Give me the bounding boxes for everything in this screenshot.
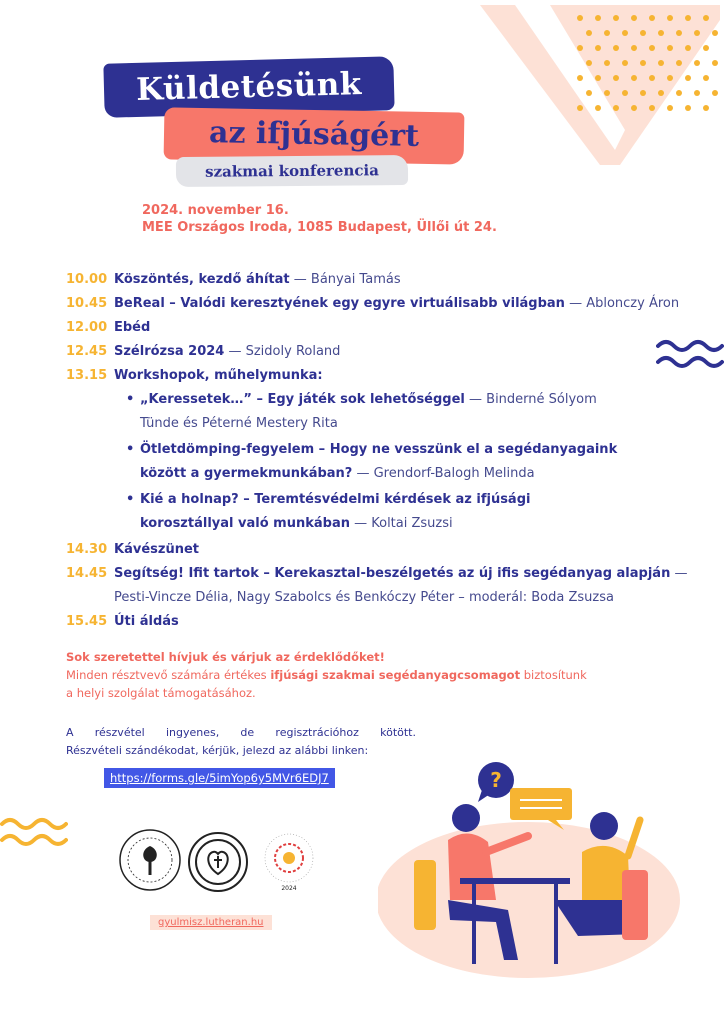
decor-dot — [649, 75, 655, 81]
youth-year-logo-icon — [254, 826, 324, 896]
program-title: Szélrózsa 2024 — [114, 344, 225, 359]
decor-dot — [703, 45, 709, 51]
wave-decoration-left — [0, 814, 68, 854]
decor-dot — [631, 105, 637, 111]
decor-dot — [631, 75, 637, 81]
program-item — [66, 316, 666, 340]
decor-dot — [577, 45, 583, 51]
program-item — [66, 364, 666, 388]
event-date: 2024. november 16. — [142, 203, 289, 218]
decor-dot — [622, 90, 628, 96]
program-speaker: — Bányai Tamás — [289, 272, 401, 287]
program-title: BeReal – Valódi keresztyének egy egyre virtuálisabb világban — [114, 296, 565, 311]
program-item — [66, 562, 688, 586]
decor-dot — [577, 15, 583, 21]
program-title: Köszöntés, kezdő áhítat — [114, 272, 290, 287]
decor-dot — [667, 15, 673, 21]
church-logo-tree-icon — [118, 828, 182, 892]
decor-dot — [631, 45, 637, 51]
decor-dot — [685, 105, 691, 111]
program-item — [66, 538, 666, 562]
program-time: 12.00 — [66, 320, 108, 335]
decor-dot — [667, 75, 673, 81]
invite-line-b: biztosítunk — [520, 668, 587, 682]
decor-dot — [640, 30, 646, 36]
program-time: 12.45 — [66, 344, 108, 359]
program-time: 10.00 — [66, 272, 108, 287]
program-title: Ebéd — [114, 320, 151, 335]
program-list — [66, 268, 688, 634]
program-item — [66, 610, 666, 634]
decor-dot — [667, 105, 673, 111]
decor-dot — [613, 75, 619, 81]
program-speaker: — — [670, 566, 688, 581]
decor-dot — [712, 30, 718, 36]
decor-dot — [667, 45, 673, 51]
program-speaker: — Szidoly Roland — [224, 344, 341, 359]
website-link[interactable]: gyulmisz.lutheran.hu — [150, 915, 272, 930]
program-time: 10.45 — [66, 296, 108, 311]
workshop-speaker: — Grendorf-Balogh Melinda — [352, 466, 535, 481]
decor-dot — [685, 15, 691, 21]
workshop-speaker: — Koltai Zsuzsi — [349, 516, 453, 531]
decor-dot — [676, 90, 682, 96]
invite-heading: Sok szeretettel hívjuk és várjuk az érdeklődőket! — [66, 650, 385, 664]
program-item — [66, 340, 666, 364]
decor-dot — [640, 60, 646, 66]
decor-dot — [595, 15, 601, 21]
decor-dot — [586, 30, 592, 36]
program-title: Segítség! Ifit tartok – Kerekasztal-beszélgetés az új ifis segédanyag alapján — [114, 566, 671, 581]
program-time: 14.30 — [66, 542, 108, 557]
decor-dot — [658, 30, 664, 36]
decor-dot — [640, 90, 646, 96]
decor-dot — [595, 75, 601, 81]
meeting-illustration — [378, 760, 688, 980]
workshop-title: Kié a holnap? – Teremtésvédelmi kérdések az ifjúsági korosztállyal való munkában — [140, 492, 531, 531]
logo-year: 2024 — [281, 885, 297, 892]
invite-line-a: Minden résztvevő számára értékes — [66, 668, 271, 682]
decor-dot — [613, 45, 619, 51]
program-time: 14.45 — [66, 566, 108, 581]
decor-dot — [631, 15, 637, 21]
program-title: Kávészünet — [114, 542, 199, 557]
decor-dot — [604, 60, 610, 66]
luther-rose-logo-icon — [186, 830, 250, 894]
workshop-list — [126, 388, 666, 536]
decor-dot — [586, 90, 592, 96]
registration-line2: Részvételi szándékodat, kérjük, jelezd az alábbi linken: — [66, 744, 369, 757]
decor-dot — [694, 90, 700, 96]
workshop-item — [126, 438, 626, 486]
decorative-dots-graphic — [470, 0, 724, 170]
roundtable-participants: Pesti-Vincze Délia, Nagy Szabolcs és Benkóczy Péter – moderál: Boda Zsuzsa — [114, 590, 614, 605]
title-line1: Küldetésünk — [135, 66, 363, 108]
decor-dot — [604, 90, 610, 96]
decor-dot — [694, 60, 700, 66]
invite-bold: ifjúsági szakmai segédanyagcsomagot — [270, 668, 521, 682]
decor-dot — [649, 15, 655, 21]
decor-dot — [712, 60, 718, 66]
event-info — [142, 202, 497, 236]
decor-dot — [622, 60, 628, 66]
decor-dot — [649, 45, 655, 51]
decor-dot — [676, 30, 682, 36]
decor-dot — [694, 30, 700, 36]
decor-dot — [685, 75, 691, 81]
decor-dot — [658, 90, 664, 96]
invite-text — [66, 648, 626, 702]
workshop-title: Ötletdömping-fegyelem – Hogy ne vesszünk el a segédanyagaink között a gyermekmunkában? — [140, 442, 618, 481]
wave-decoration-right — [656, 336, 724, 376]
svg-text:?: ? — [490, 768, 502, 792]
decor-dot — [703, 105, 709, 111]
workshop-speaker: — Binderné Sólyom Tünde és Péterné Mestery Rita — [140, 392, 597, 431]
decor-dot — [658, 60, 664, 66]
registration-link[interactable]: https://forms.gle/5imYop6y5MVr6EDJ7 — [104, 768, 335, 788]
subtitle-banner — [176, 155, 408, 187]
decor-dot — [685, 45, 691, 51]
workshop-item — [126, 388, 626, 436]
decor-dot — [613, 105, 619, 111]
decor-dot — [577, 75, 583, 81]
decor-dot — [676, 60, 682, 66]
decor-dot — [604, 30, 610, 36]
title-line2: az ifjúságért — [208, 115, 420, 154]
program-time: 15.45 — [66, 614, 108, 629]
program-item — [66, 292, 680, 316]
invite-line-c: a helyi szolgálat támogatásához. — [66, 686, 256, 700]
program-time: 13.15 — [66, 368, 108, 383]
event-place: MEE Országos Iroda, 1085 Budapest, Üllői út 24. — [142, 220, 497, 235]
decor-dot — [595, 105, 601, 111]
title-line3: szakmai konferencia — [205, 161, 379, 181]
decor-dot — [712, 90, 718, 96]
workshop-item — [126, 488, 626, 536]
decor-dot — [613, 15, 619, 21]
decor-dot — [703, 75, 709, 81]
program-item — [66, 268, 666, 292]
decor-dot — [577, 105, 583, 111]
decor-dot — [586, 60, 592, 66]
program-title: Úti áldás — [114, 614, 179, 629]
workshop-title: „Keressetek…” – Egy játék sok lehetőséggel — [140, 392, 465, 407]
decor-dot — [703, 15, 709, 21]
decor-dot — [622, 30, 628, 36]
decor-dot — [595, 45, 601, 51]
decor-dot — [649, 105, 655, 111]
program-speaker: — Ablonczy Áron — [564, 296, 680, 311]
registration-text — [66, 724, 416, 760]
program-title: Workshopok, műhelymunka: — [114, 368, 323, 383]
registration-line1: A részvétel ingyenes, de regisztrációhoz kötött. — [66, 726, 416, 739]
